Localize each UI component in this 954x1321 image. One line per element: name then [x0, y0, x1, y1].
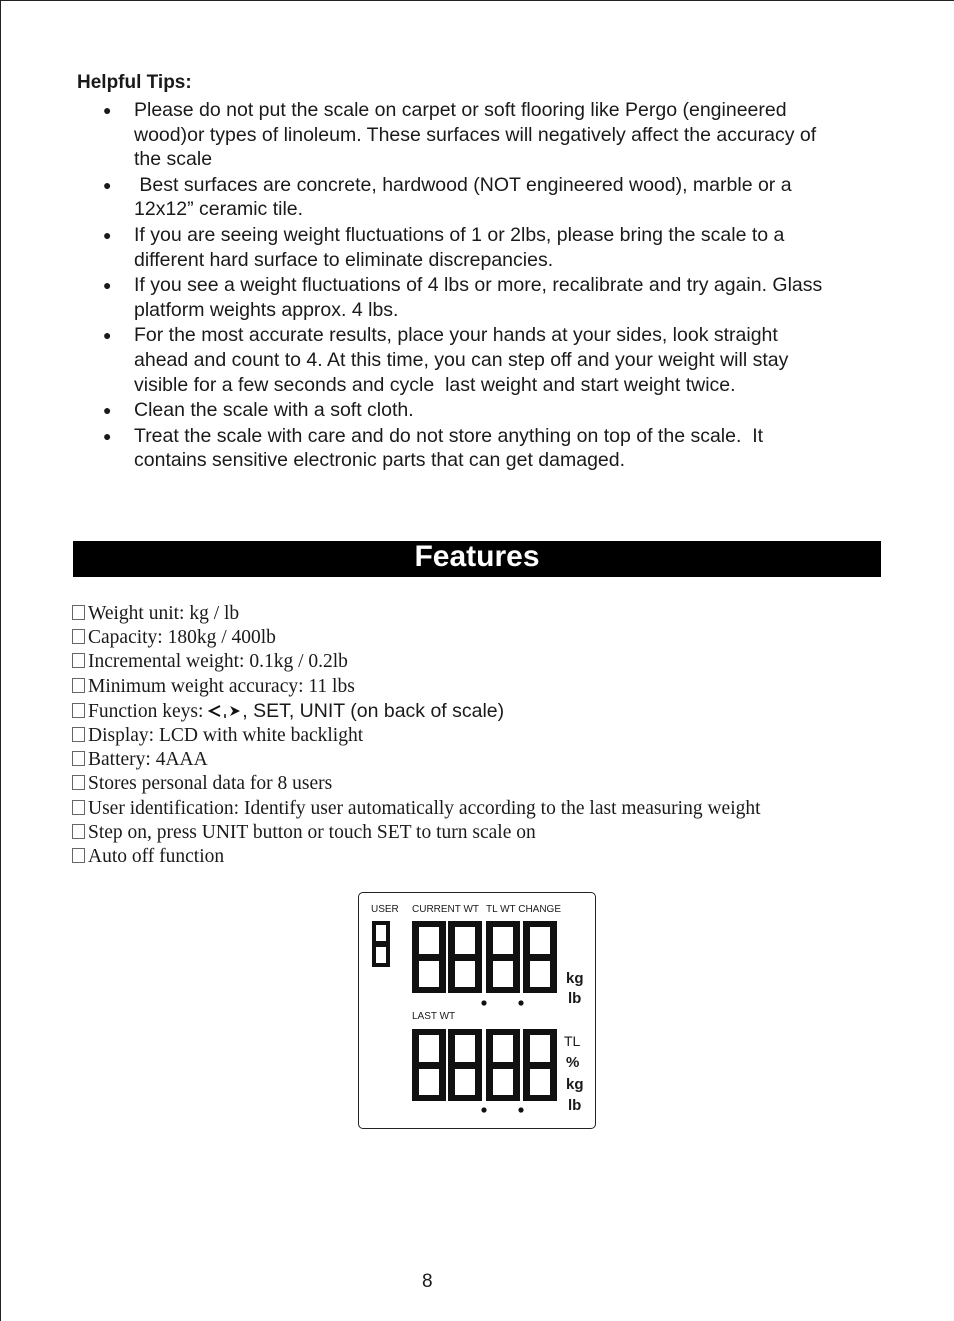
tip-item: ● Treat the scale with care and do not store anything on top of the scale. It contains sensitive electronic parts that can get damaged.	[103, 424, 764, 472]
current-weight-digits	[412, 921, 557, 1006]
feature-item: Step on, press UNIT button or touch SET to turn scale on	[72, 821, 761, 845]
feature-item: Auto off function	[72, 845, 761, 869]
lcd-display-illustration	[358, 892, 596, 1129]
bullet-icon: ●	[103, 327, 112, 344]
tips-title: Helpful Tips:	[77, 72, 192, 93]
feature-item: Minimum weight accuracy: 11 lbs	[72, 675, 761, 699]
feature-item: Display: LCD with white backlight	[72, 724, 761, 748]
tip-item: ● For the most accurate results, place your hands at your sides, look straight ahead and count to 4. At this time, you can step off and your weight will stay visible for a few seconds and cycle last weight and start weight twice.	[103, 324, 789, 396]
unit-lb-top: lb	[568, 990, 582, 1007]
page-border-top	[0, 0, 954, 1]
checkbox-icon	[72, 727, 85, 742]
feature-item: Stores personal data for 8 users	[72, 772, 761, 796]
features-heading: Features	[73, 541, 881, 577]
checkbox-icon	[72, 824, 85, 839]
feature-item: Incremental weight: 0.1kg / 0.2lb	[72, 650, 761, 674]
lcd-user-label: USER	[371, 904, 399, 915]
bullet-icon: ●	[103, 277, 112, 294]
page-number: 8	[422, 1271, 433, 1292]
tip-item: ● If you are seeing weight fluctuations of 1 or 2lbs, please bring the scale to a different hard surface to eliminate discrepancies.	[103, 223, 785, 271]
bullet-icon: ●	[103, 176, 112, 193]
tip-item: ● Clean the scale with a soft cloth.	[103, 399, 414, 422]
lcd-last-label: LAST WT	[412, 1011, 456, 1022]
checkbox-icon	[72, 703, 85, 718]
feature-item: Battery: 4AAA	[72, 748, 761, 772]
features-list	[72, 602, 761, 869]
bullet-icon: ●	[103, 402, 112, 419]
user-digit	[372, 921, 390, 967]
checkbox-icon	[72, 678, 85, 693]
arrow-keys-icon	[208, 704, 242, 718]
checkbox-icon	[72, 605, 85, 620]
page-border-left	[0, 0, 1, 1321]
checkbox-icon	[72, 848, 85, 863]
feature-item: User identification: Identify user automatically according to the last measuring weight	[72, 797, 761, 821]
last-weight-digits	[412, 1029, 557, 1113]
bullet-icon: ●	[103, 102, 112, 118]
lcd-current-label: CURRENT WT	[412, 904, 480, 915]
checkbox-icon	[72, 775, 85, 790]
unit-kg-top: kg	[566, 970, 584, 987]
unit-lb-bottom: lb	[568, 1097, 582, 1114]
tip-item: ● Best surfaces are concrete, hardwood (NOT engineered wood), marble or a 12x12” ceramic tile.	[103, 173, 792, 221]
feature-item: Weight unit: kg / lb	[72, 602, 761, 626]
checkbox-icon	[72, 751, 85, 766]
bullet-icon: ●	[103, 427, 112, 444]
unit-tl: TL	[564, 1033, 581, 1049]
feature-item: Capacity: 180kg / 400lb	[72, 626, 761, 650]
seven-segment-digits	[359, 893, 595, 1128]
bullet-icon: ●	[103, 226, 112, 243]
checkbox-icon	[72, 653, 85, 668]
checkbox-icon	[72, 629, 85, 644]
tip-item: ● Please do not put the scale on carpet or soft flooring like Pergo (engineered wood)or types of linoleum. These surfaces will negatively affect the accuracy of the scale	[103, 99, 817, 171]
feature-item: Function keys: , SET, UNIT (on back of scale)	[72, 699, 761, 724]
lcd-change-label: TL WT CHANGE	[486, 904, 562, 915]
unit-kg-bottom: kg	[566, 1076, 584, 1093]
tip-item: ● If you see a weight fluctuations of 4 lbs or more, recalibrate and try again. Glass platform weights approx. 4 lbs.	[103, 274, 823, 321]
checkbox-icon	[72, 800, 85, 815]
unit-percent: %	[566, 1054, 580, 1071]
tips-list	[100, 98, 900, 474]
